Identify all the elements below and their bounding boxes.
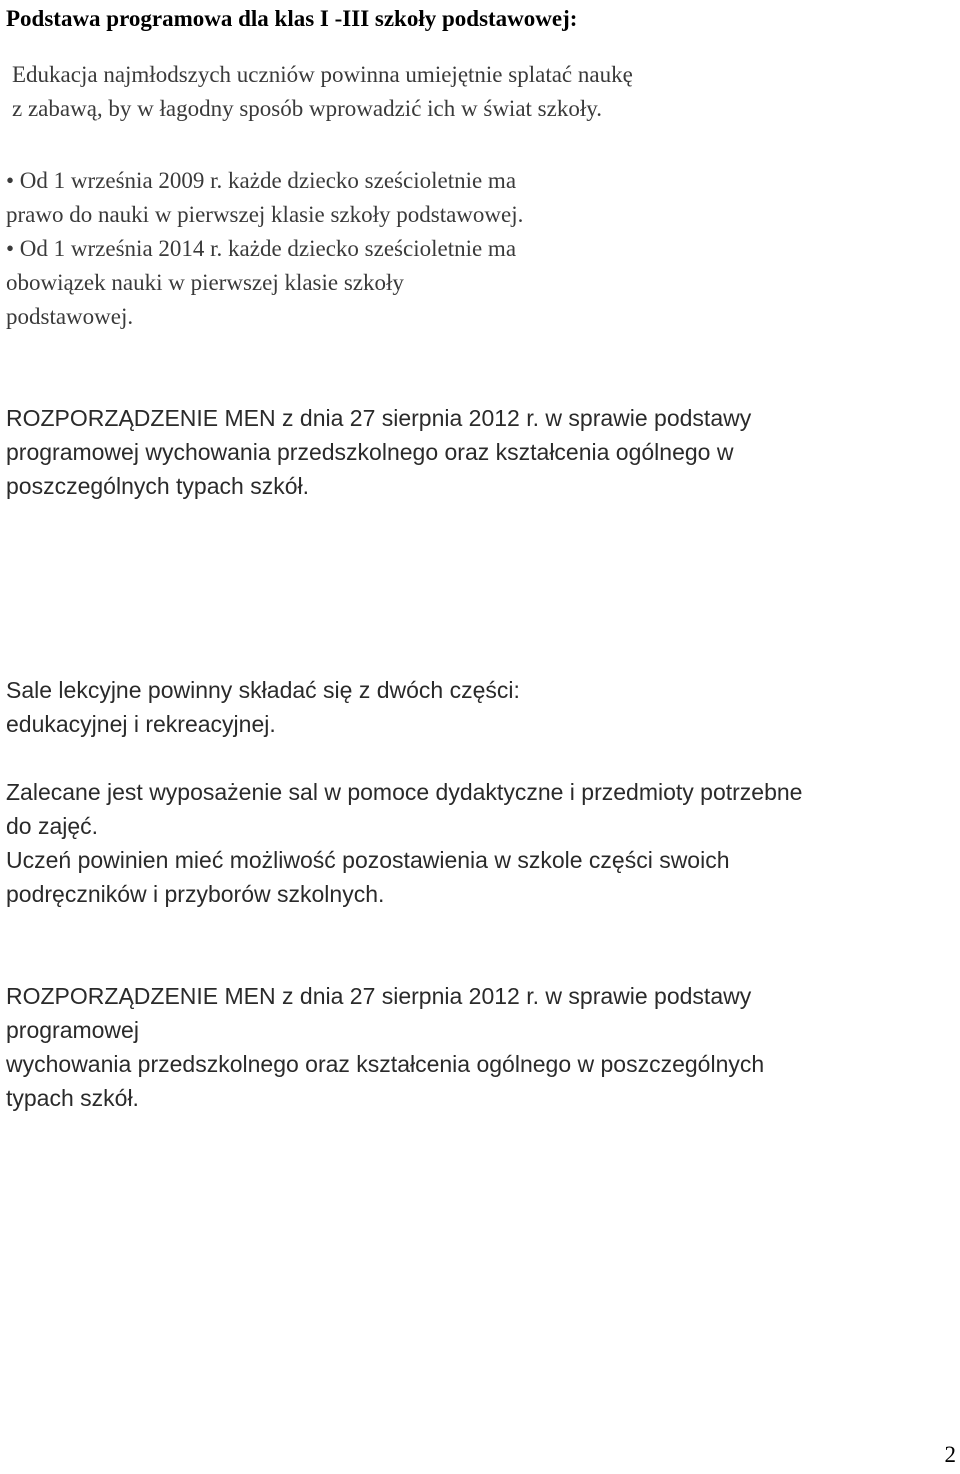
bullet-line: prawo do nauki w pierwszej klasie szkoły podstawowej. [6, 202, 524, 227]
student-line: podręczników i przyborów szkolnych. [6, 881, 385, 907]
bullet-line: • Od 1 września 2014 r. każde dziecko sześcioletnie ma [6, 236, 517, 261]
bullet-line: • Od 1 września 2009 r. każde dziecko sześcioletnie ma [6, 168, 517, 193]
bullet-list [6, 164, 523, 334]
classroom-line: Sale lekcyjne powinny składać się z dwóch części: [6, 677, 520, 703]
bullet-line: podstawowej. [6, 304, 134, 329]
intro-line: Edukacja najmłodszych uczniów powinna umiejętnie splatać naukę [12, 62, 633, 87]
regulation-paragraph-1 [6, 401, 751, 503]
classroom-line: edukacyjnej i rekreacyjnej. [6, 711, 276, 737]
student-line: Uczeń powinien mieć możliwość pozostawienia w szkole części swoich [6, 847, 730, 873]
page-title: Podstawa programowa dla klas I -III szkoły podstawowej: [6, 6, 578, 31]
regulation-paragraph-2 [6, 979, 764, 1115]
regulation-line: wychowania przedszkolnego oraz kształcenia ogólnego w poszczególnych [6, 1051, 765, 1077]
intro-paragraph [12, 58, 633, 126]
student-paragraph [6, 843, 730, 911]
regulation-line: ROZPORZĄDZENIE MEN z dnia 27 sierpnia 2012 r. w sprawie podstawy [6, 983, 752, 1009]
equipment-line: Zalecane jest wyposażenie sal w pomoce dydaktyczne i przedmioty potrzebne [6, 779, 803, 805]
regulation-line: programowej wychowania przedszkolnego oraz kształcenia ogólnego w [6, 439, 734, 465]
regulation-line: typach szkół. [6, 1085, 139, 1111]
page-number: 2 [944, 1442, 956, 1467]
equipment-paragraph [6, 775, 802, 843]
classroom-paragraph [6, 673, 520, 741]
regulation-line: poszczególnych typach szkół. [6, 473, 309, 499]
bullet-line: obowiązek nauki w pierwszej klasie szkoły [6, 270, 404, 295]
intro-line: z zabawą, by w łagodny sposób wprowadzić ich w świat szkoły. [12, 96, 602, 121]
regulation-line: ROZPORZĄDZENIE MEN z dnia 27 sierpnia 2012 r. w sprawie podstawy [6, 405, 752, 431]
regulation-line: programowej [6, 1017, 139, 1043]
equipment-line: do zajęć. [6, 813, 99, 839]
